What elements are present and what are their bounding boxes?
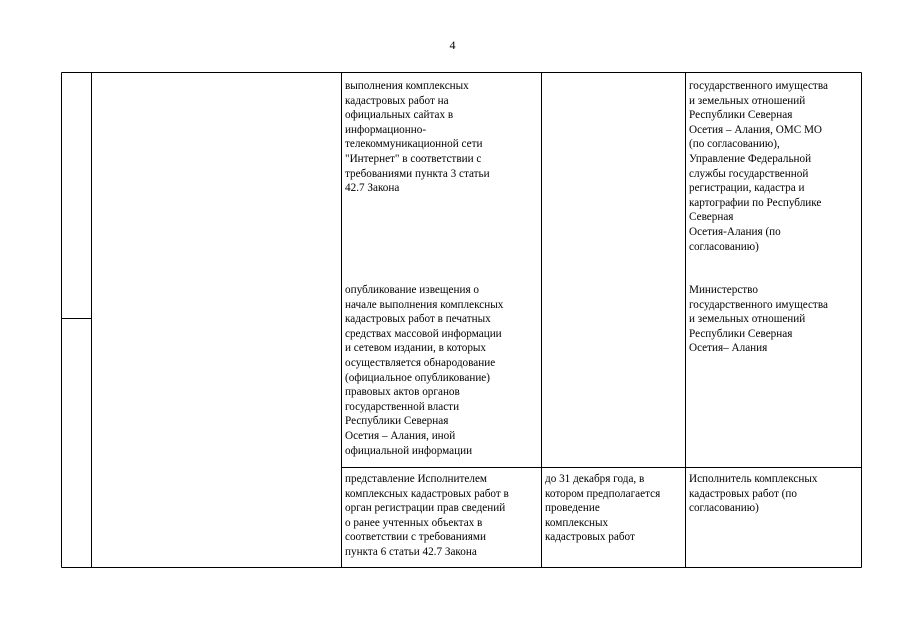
row-2-action: опубликование извещения о начале выполнения комплексных кадастровых работ в печатных средствах массовой информации и сетевом издании, в которых осуществляется обнародование (официальное опубликование) правовых актов органов государственной власти Республики Северная Осетия – Алания, иной официальной информации xyxy=(345,284,504,457)
row-1-action: выполнения комплексных кадастровых работ на официальных сайтах в информационно- телекоммуникационной сети "Интернет" в соответствии с требованиями пункта 3 статьи 42.7 Закона xyxy=(345,80,490,195)
row-3-responsible: Исполнитель комплексных кадастровых работ (по согласованию) xyxy=(689,473,818,515)
row-3-deadline: до 31 декабря года, в котором предполагается проведение комплексных кадастровых работ xyxy=(545,473,661,544)
page-number: 4 xyxy=(449,38,456,52)
row-3-action: представление Исполнителем комплексных кадастровых работ в орган регистрации прав сведений о ранее учтенных объектах в соответствии с требованиями пункта 6 статьи 42.7 Закона xyxy=(345,473,509,558)
row-2-responsible: Министерство государственного имущества и земельных отношений Республики Северная Осетия– Алания xyxy=(689,284,828,355)
row-1-responsible: государственного имущества и земельных отношений Республики Северная Осетия – Алания, ОМС МО (по согласованию), Управление Федеральной службы государственной регистрации, кадастра и картографии по Республике Северная Осетия-Алания (по согласованию) xyxy=(689,80,828,253)
